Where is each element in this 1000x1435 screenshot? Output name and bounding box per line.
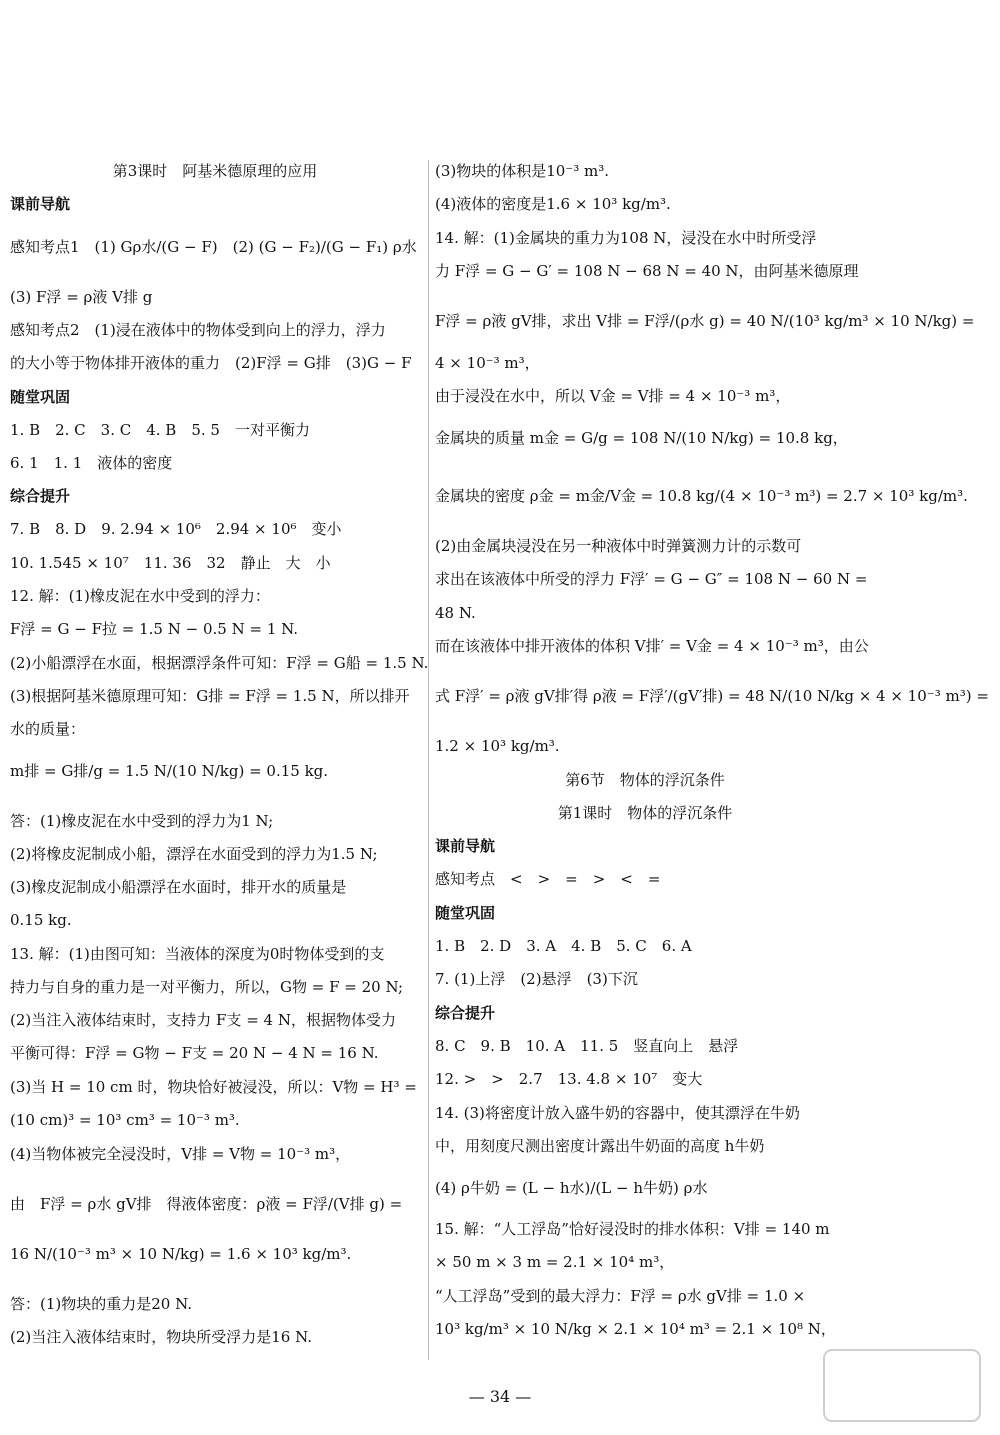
text-line: 第6节 物体的浮沉条件 xyxy=(565,771,725,789)
text-line: 力 F浮 = G − G′ = 108 N − 68 N = 40 N，由阿基米德原理 xyxy=(435,262,859,280)
text-line: (4) ρ牛奶 = (L − h水)/(L − h牛奶) ρ水 xyxy=(435,1179,708,1197)
text-line: 10³ kg/m³ × 10 N/kg × 2.1 × 10⁴ m³ = 2.1 × 10⁸ N， xyxy=(435,1320,836,1338)
text-line: 答：(1)物块的重力是20 N. xyxy=(10,1295,193,1313)
text-line: 由 F浮 = ρ水 gV排 得液体密度：ρ液 = F浮/(V排 g) = xyxy=(10,1195,403,1213)
text-line: 12. > > 2.7 13. 4.8 × 10⁷ 变大 xyxy=(435,1070,703,1088)
text-line: 8. C 9. B 10. A 11. 5 竖直向上 悬浮 xyxy=(435,1037,739,1055)
text-line: 中，用刻度尺测出密度计露出牛奶面的高度 h牛奶 xyxy=(435,1137,765,1155)
text-line: 10. 1.545 × 10⁷ 11. 36 32 静止 大 小 xyxy=(10,554,331,572)
section-heading: 随堂巩固 xyxy=(10,388,71,406)
section-heading: 综合提升 xyxy=(10,487,71,505)
text-line: (3)物块的体积是10⁻³ m³. xyxy=(435,162,610,180)
text-line: (3)根据阿基米德原理可知：G排 = F浮 = 1.5 N，所以排开 xyxy=(10,687,410,705)
text-line: (10 cm)³ = 10³ cm³ = 10⁻³ m³. xyxy=(10,1111,240,1129)
text-line: 7. (1)上浮 (2)悬浮 (3)下沉 xyxy=(435,970,638,988)
text-line: 感知考点1 (1) Gρ水/(G − F) (2) (G − F₂)/(G − F₁) ρ水 xyxy=(10,238,417,256)
text-line: × 50 m × 3 m = 2.1 × 10⁴ m³， xyxy=(435,1253,675,1271)
text-line: 求出在该液体中所受的浮力 F浮′ = G − G″ = 108 N − 60 N = xyxy=(435,570,868,588)
text-line: 平衡可得：F浮 = G物 − F支 = 20 N − 4 N = 16 N. xyxy=(10,1044,379,1062)
section-heading: 课前导航 xyxy=(435,837,496,855)
text-line: 1.2 × 10³ kg/m³. xyxy=(435,737,560,755)
text-line: 6. 1 1. 1 液体的密度 xyxy=(10,454,173,472)
text-line: 的大小等于物体排开液体的重力 (2)F浮 = G排 (3)G − F xyxy=(10,354,412,372)
text-line: (2)小船漂浮在水面，根据漂浮条件可知：F浮 = G船 = 1.5 N. xyxy=(10,654,429,672)
text-line: 金属块的质量 m金 = G/g = 108 N/(10 N/kg) = 10.8 kg， xyxy=(435,429,848,447)
text-line: (3)当 H = 10 cm 时，物块恰好被浸没，所以：V物 = H³ = xyxy=(10,1078,417,1096)
column-divider xyxy=(428,160,429,1360)
text-line: 0.15 kg. xyxy=(10,911,72,929)
text-line: (2)当注入液体结束时，支持力 F支 = 4 N，根据物体受力 xyxy=(10,1011,396,1029)
text-line: (2)当注入液体结束时，物块所受浮力是16 N. xyxy=(10,1328,313,1346)
text-line: F浮 = G − F拉 = 1.5 N − 0.5 N = 1 N. xyxy=(10,620,299,638)
text-line: 16 N/(10⁻³ m³ × 10 N/kg) = 1.6 × 10³ kg/m³. xyxy=(10,1245,352,1263)
text-line: (3)橡皮泥制成小船漂浮在水面时，排开水的质量是 xyxy=(10,878,347,896)
text-line: 由于浸没在水中，所以 V金 = V排 = 4 × 10⁻³ m³， xyxy=(435,387,791,405)
text-line: F浮 = ρ液 gV排，求出 V排 = F浮/(ρ水 g) = 40 N/(10³ kg/m³ × 10 N/kg) = xyxy=(435,312,975,330)
text-line: 式 F浮′ = ρ液 gV排′得 ρ液 = F浮′/(gV′排) = 48 N/(10 N/kg × 4 × 10⁻³ m³) = xyxy=(435,687,989,705)
text-line: 金属块的密度 ρ金 = m金/V金 = 10.8 kg/(4 × 10⁻³ m³) = 2.7 × 10³ kg/m³. xyxy=(435,487,968,505)
text-line: 13. 解：(1)由图可知：当液体的深度为0时物体受到的支 xyxy=(10,945,385,963)
text-line: 答：(1)橡皮泥在水中受到的浮力为1 N; xyxy=(10,812,274,830)
text-line: 1. B 2. D 3. A 4. B 5. C 6. A xyxy=(435,937,692,955)
text-line: “人工浮岛”受到的最大浮力：F浮 = ρ水 gV排 = 1.0 × xyxy=(435,1287,806,1305)
section-heading: 综合提升 xyxy=(435,1004,496,1022)
text-line: 感知考点2 (1)浸在液体中的物体受到向上的浮力，浮力 xyxy=(10,321,386,339)
text-line: m排 = G排/g = 1.5 N/(10 N/kg) = 0.15 kg. xyxy=(10,762,329,780)
text-line: 14. 解：(1)金属块的重力为108 N，浸没在水中时所受浮 xyxy=(435,229,817,247)
text-line: 48 N. xyxy=(435,604,476,622)
text-line: (4)当物体被完全浸没时，V排 = V物 = 10⁻³ m³， xyxy=(10,1145,351,1163)
text-line: (2)由金属块浸没在另一种液体中时弹簧测力计的示数可 xyxy=(435,537,802,555)
text-line: 持力与自身的重力是一对平衡力，所以，G物 = F = 20 N; xyxy=(10,978,404,996)
text-line: (3) F浮 = ρ液 V排 g xyxy=(10,288,153,306)
text-line: (4)液体的密度是1.6 × 10³ kg/m³. xyxy=(435,195,671,213)
text-line: (2)将橡皮泥制成小船，漂浮在水面受到的浮力为1.5 N; xyxy=(10,845,378,863)
text-line: 7. B 8. D 9. 2.94 × 10⁶ 2.94 × 10⁶ 变小 xyxy=(10,520,342,538)
section-heading: 课前导航 xyxy=(10,195,71,213)
page-number: — 34 — xyxy=(468,1387,532,1406)
text-line: 12. 解：(1)橡皮泥在水中受到的浮力： xyxy=(10,587,270,605)
watermark-logo xyxy=(822,1348,982,1423)
text-line: 第1课时 物体的浮沉条件 xyxy=(557,804,733,822)
text-line: 感知考点 < > = > < = xyxy=(435,870,661,888)
section-heading: 随堂巩固 xyxy=(435,904,496,922)
text-line: 第3课时 阿基米德原理的应用 xyxy=(112,162,318,180)
text-line: 而在该液体中排开液体的体积 V排′ = V金 = 4 × 10⁻³ m³，由公 xyxy=(435,637,869,655)
text-line: 15. 解：“人工浮岛”恰好浸没时的排水体积：V排 = 140 m xyxy=(435,1220,830,1238)
text-line: 4 × 10⁻³ m³， xyxy=(435,354,540,372)
text-line: 水的质量： xyxy=(10,720,86,738)
text-line: 1. B 2. C 3. C 4. B 5. 5 一对平衡力 xyxy=(10,421,310,439)
text-line: 14. (3)将密度计放入盛牛奶的容器中，使其漂浮在牛奶 xyxy=(435,1104,800,1122)
